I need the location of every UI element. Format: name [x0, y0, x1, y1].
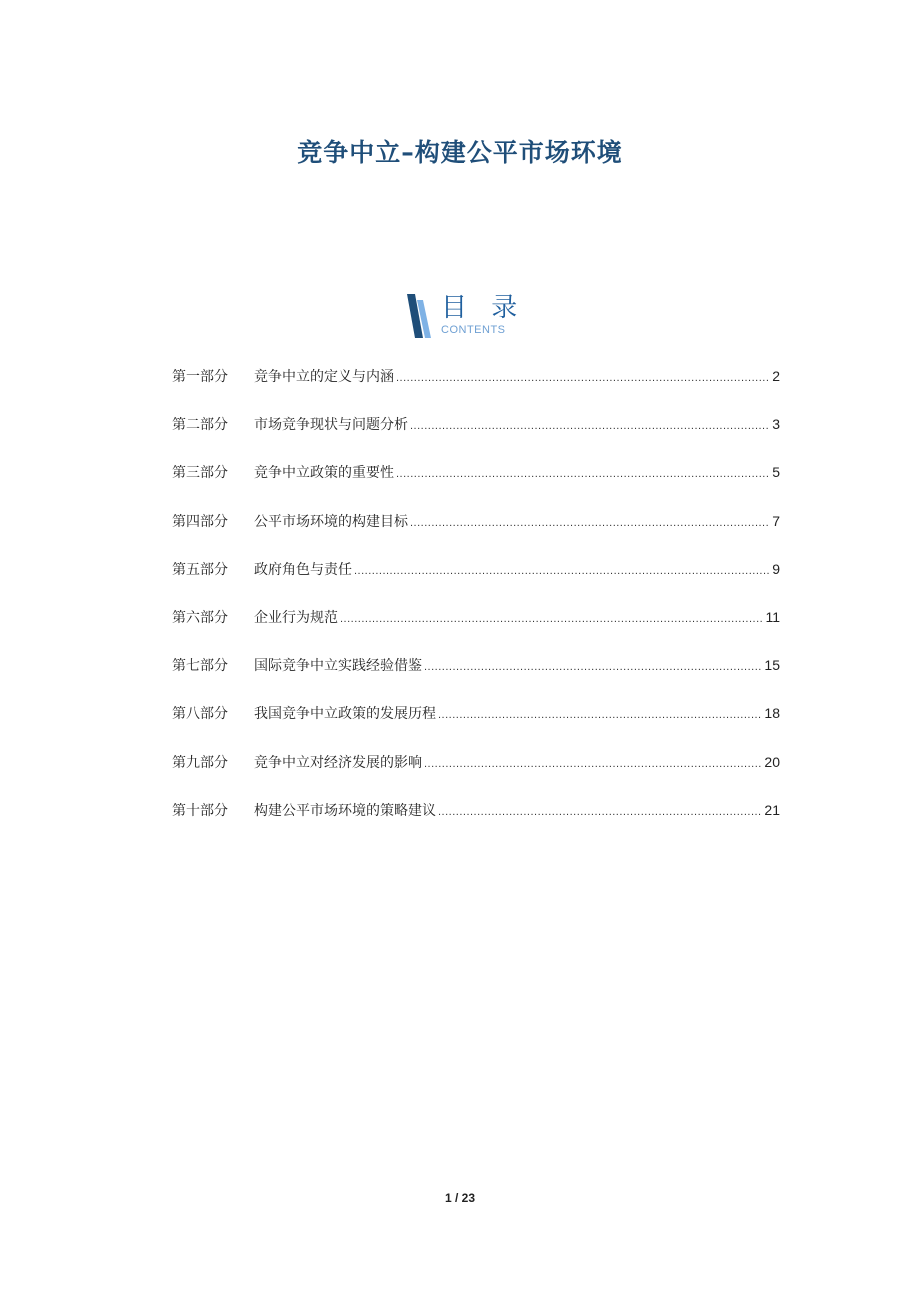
toc-entry[interactable] [172, 800, 780, 848]
toc-entry[interactable] [172, 462, 780, 510]
toc-entry-page: 11 [765, 608, 780, 625]
toc-dot-leader [424, 758, 762, 770]
toc-entry-label: 公平市场环境的构建目标 [254, 513, 408, 530]
toc-entry-page: 7 [772, 512, 780, 529]
toc-entry[interactable] [172, 366, 780, 414]
toc-entry-page: 15 [764, 657, 780, 674]
page-number: 1 / 23 [444, 1191, 476, 1205]
toc-entry-page: 9 [772, 560, 780, 577]
toc-entry-part: 第九部分 [172, 754, 228, 771]
toc-entry[interactable] [172, 414, 780, 462]
toc-entry-page: 20 [764, 753, 780, 770]
toc-entry-part: 第八部分 [172, 706, 228, 723]
toc-dot-leader [410, 517, 770, 529]
toc-entry[interactable] [172, 511, 780, 559]
toc-entry[interactable] [172, 607, 780, 655]
toc-dot-leader [438, 806, 762, 818]
toc-entry-label: 企业行为规范 [254, 609, 338, 626]
toc-dot-leader [438, 709, 762, 721]
toc-entry-page: 2 [772, 368, 780, 384]
toc-dot-leader [410, 420, 770, 432]
toc-entry-part: 第六部分 [172, 609, 228, 626]
toc-entry-page: 18 [764, 705, 780, 722]
toc-dot-leader [340, 613, 763, 625]
toc-entry-part: 第二部分 [172, 417, 228, 434]
toc-entry-label: 竞争中立对经济发展的影响 [254, 754, 422, 771]
toc-entry[interactable] [172, 655, 780, 703]
toc-list [172, 366, 780, 848]
toc-header [405, 292, 525, 340]
toc-entry-part: 第四部分 [172, 513, 228, 530]
toc-entry-label: 构建公平市场环境的策略建议 [254, 802, 436, 819]
toc-entry-part: 第五部分 [172, 561, 228, 578]
toc-entry-label: 市场竞争现状与问题分析 [254, 417, 408, 434]
toc-entry-label: 我国竞争中立政策的发展历程 [254, 706, 436, 723]
toc-entry[interactable] [172, 752, 780, 800]
toc-dot-leader [396, 468, 770, 480]
document-title: 竞争中立–构建公平市场环境 [297, 137, 623, 167]
toc-subheading: CONTENTS [441, 324, 506, 336]
toc-entry-page: 5 [772, 464, 780, 481]
toc-entry-label: 国际竞争中立实践经验借鉴 [254, 658, 422, 675]
toc-entry-page: 3 [772, 416, 780, 433]
toc-dot-leader [396, 372, 770, 384]
toc-entry-part: 第十部分 [172, 802, 228, 819]
toc-logo-icon [405, 294, 431, 338]
toc-dot-leader [354, 565, 770, 577]
toc-entry-label: 政府角色与责任 [254, 561, 352, 578]
toc-dot-leader [424, 661, 762, 673]
toc-entry-part: 第七部分 [172, 658, 228, 675]
toc-entry-label: 竞争中立政策的重要性 [254, 465, 394, 482]
toc-entry-page: 21 [764, 801, 780, 818]
toc-heading: 目 录 [441, 293, 526, 323]
toc-entry[interactable] [172, 703, 780, 751]
toc-entry-label: 竞争中立的定义与内涵 [254, 369, 394, 385]
toc-entry-part: 第一部分 [172, 369, 228, 385]
toc-entry[interactable] [172, 559, 780, 607]
toc-entry-part: 第三部分 [172, 465, 228, 482]
